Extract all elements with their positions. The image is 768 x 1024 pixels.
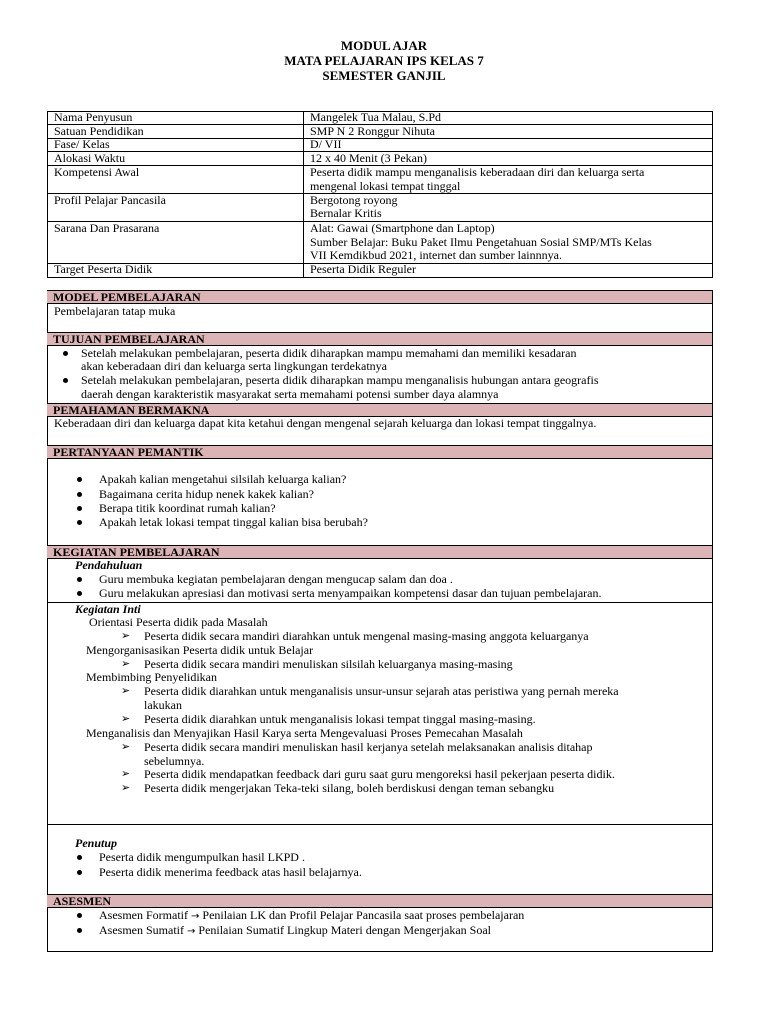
penutup-title: Penutup: [75, 836, 118, 850]
bullet-icon: [63, 351, 68, 356]
inti-step-4-a-line-2: sebelumnya.: [144, 754, 205, 768]
inti-step-4-b: Peserta didik mendapatkan feedback dari guru saat guru mengoreksi hasil pekerjaan peserta didik.: [144, 767, 615, 781]
info-value-satuan: SMP N 2 Ronggur Nihuta: [310, 124, 435, 138]
inti-title: Kegiatan Inti: [75, 602, 141, 616]
bullet-icon: [77, 913, 82, 918]
info-label-fase: Fase/ Kelas: [54, 137, 110, 151]
section-heading-asesmen: ASESMEN: [47, 894, 712, 908]
tujuan-item-1-line-1: Setelah melakukan pembelajaran, peserta didik diharapkan mampu memahami dan memiliki kesadaran: [81, 346, 577, 360]
title-line-2: MATA PELAJARAN IPS KELAS 7: [284, 53, 484, 68]
info-label-kompetensi: Kompetensi Awal: [54, 165, 140, 179]
inti-step-1-a: Peserta didik secara mandiri diarahkan untuk mengenal masing-masing anggota keluarganya: [144, 629, 589, 643]
bullet-icon: [77, 591, 82, 596]
info-label-alokasi: Alokasi Waktu: [54, 151, 126, 165]
asesmen-item-2-label: Asesmen Sumatif: [99, 923, 184, 937]
pertanyaan-item-3: Berapa titik koordinat rumah kalian?: [99, 501, 276, 515]
arrow-bullet-icon: ➢: [121, 740, 131, 753]
pertanyaan-item-2: Bagaimana cerita hidup nenek kakek kalian?: [99, 487, 314, 501]
arrow-right-icon: →: [191, 911, 200, 922]
tujuan-item-1-line-2: akan keberadaan diri dan keluarga serta lingkungan terdekatnya: [81, 359, 387, 373]
bullet-icon: [77, 492, 82, 497]
penutup-item-2: Peserta didik menerima feedback atas hasil belajarnya.: [99, 865, 362, 879]
info-value-profil-1: Bergotong royong: [310, 193, 398, 207]
asesmen-item-1: [99, 909, 524, 923]
inti-step-2-a: Peserta didik secara mandiri menuliskan silsilah keluarganya masing-masing: [144, 657, 513, 671]
info-label-sarana: Sarana Dan Prasarana: [54, 221, 160, 235]
info-label-satuan: Satuan Pendidikan: [54, 124, 144, 138]
tujuan-item-2-line-2: daerah dengan karakteristik masyarakat serta memahami potensi sumber daya alamnya: [81, 387, 499, 401]
section-heading-model: MODEL PEMBELAJARAN: [47, 290, 712, 304]
inti-step-4-a-line-1: Peserta didik secara mandiri menuliskan hasil kerjanya setelah melaksanakan analisis ditahap: [144, 740, 593, 754]
inti-step-3: Membimbing Penyelidikan: [86, 670, 217, 684]
info-value-target: Peserta Didik Reguler: [310, 262, 416, 276]
asesmen-item-1-label: Asesmen Formatif: [99, 908, 188, 922]
arrow-bullet-icon: ➢: [121, 781, 131, 794]
info-value-sarana-2: Sumber Belajar: Buku Paket Ilmu Pengetahuan Sosial SMP/MTs Kelas: [310, 235, 652, 249]
pertanyaan-item-4: Apakah letak lokasi tempat tinggal kalian bisa berubah?: [99, 515, 368, 529]
section-heading-pertanyaan: PERTANYAAN PEMANTIK: [47, 445, 712, 459]
arrow-right-icon: →: [187, 926, 196, 937]
inti-step-4-c: Peserta didik mengerjakan Teka-teki silang, boleh berdiskusi dengan teman sebangku: [144, 781, 555, 795]
info-label-profil: Profil Pelajar Pancasila: [54, 193, 166, 207]
info-value-alokasi: 12 x 40 Menit (3 Pekan): [310, 151, 427, 165]
asesmen-item-1-text: Penilaian LK dan Profil Pelajar Pancasila saat proses pembelajaran: [202, 908, 525, 922]
info-value-penyusun: Mangelek Tua Malau, S.Pd: [310, 110, 442, 124]
penutup-item-1: Peserta didik mengumpulkan hasil LKPD .: [99, 850, 305, 864]
tujuan-item-2-line-1: Setelah melakukan pembelajaran, peserta didik diharapkan mampu menganalisis hubungan antara geografis: [81, 373, 599, 387]
bullet-icon: [63, 378, 68, 383]
inti-step-2: Mengorganisasikan Peserta didik untuk Belajar: [86, 643, 314, 657]
arrow-bullet-icon: ➢: [121, 684, 131, 697]
arrow-bullet-icon: ➢: [121, 767, 131, 780]
bullet-icon: [77, 577, 82, 582]
bullet-icon: [77, 520, 82, 525]
asesmen-item-2-text: Penilaian Sumatif Lingkup Materi dengan Mengerjakan Soal: [198, 923, 491, 937]
info-value-kompetensi-2: mengenal lokasi tempat tinggal: [310, 179, 461, 193]
info-value-profil-2: Bernalar Kritis: [310, 206, 382, 220]
inti-step-4: Menganalisis dan Menyajikan Hasil Karya serta Mengevaluasi Proses Pemecahan Masalah: [86, 726, 523, 740]
info-value-kompetensi-1: Peserta didik mampu menganalisis keberadaan diri dan keluarga serta: [310, 165, 645, 179]
bullet-icon: [77, 870, 82, 875]
pendahuluan-item-2: Guru melakukan apresiasi dan motivasi serta menyampaikan kompetensi dasar dan tujuan pembelajaran.: [99, 586, 602, 600]
info-value-sarana-3: VII Kemdikbud 2021, internet dan sumber lainnnya.: [310, 248, 562, 262]
info-value-fase: D/ VII: [310, 137, 342, 151]
inti-step-3-a-line-2: lakukan: [144, 698, 182, 712]
section-heading-tujuan: TUJUAN PEMBELAJARAN: [47, 332, 712, 346]
asesmen-item-2: [99, 924, 491, 938]
model-text: Pembelajaran tatap muka: [54, 304, 176, 318]
title-line-1: MODUL AJAR: [340, 38, 428, 53]
info-value-sarana-1: Alat: Gawai (Smartphone dan Laptop): [310, 221, 495, 235]
inti-step-3-a-line-1: Peserta didik diarahkan untuk menganalisis unsur-unsur sejarah atas peristiwa yang pernah mereka: [144, 684, 619, 698]
inti-step-1: Orientasi Peserta didik pada Masalah: [89, 615, 268, 629]
info-label-penyusun: Nama Penyusun: [54, 110, 133, 124]
pemahaman-text: Keberadaan diri dan keluarga dapat kita ketahui dengan mengenal sejarah keluarga dan lokasi tempat tinggalnya.: [54, 416, 597, 430]
arrow-bullet-icon: ➢: [121, 629, 131, 642]
bullet-icon: [77, 506, 82, 511]
section-heading-pemahaman: PEMAHAMAN BERMAKNA: [47, 403, 712, 417]
arrow-bullet-icon: ➢: [121, 657, 131, 670]
title-line-3: SEMESTER GANJIL: [322, 68, 446, 83]
bullet-icon: [77, 855, 82, 860]
bullet-icon: [77, 477, 82, 482]
pertanyaan-item-1: Apakah kalian mengetahui silsilah keluarga kalian?: [99, 472, 347, 486]
pendahuluan-title: Pendahuluan: [75, 558, 143, 572]
section-heading-kegiatan: KEGIATAN PEMBELAJARAN: [47, 545, 712, 559]
info-label-target: Target Peserta Didik: [54, 262, 153, 276]
arrow-bullet-icon: ➢: [121, 712, 131, 725]
inti-step-3-b: Peserta didik diarahkan untuk menganalisis lokasi tempat tinggal masing-masing.: [144, 712, 536, 726]
bullet-icon: [77, 928, 82, 933]
pendahuluan-item-1: Guru membuka kegiatan pembelajaran dengan mengucap salam dan doa .: [99, 572, 453, 586]
